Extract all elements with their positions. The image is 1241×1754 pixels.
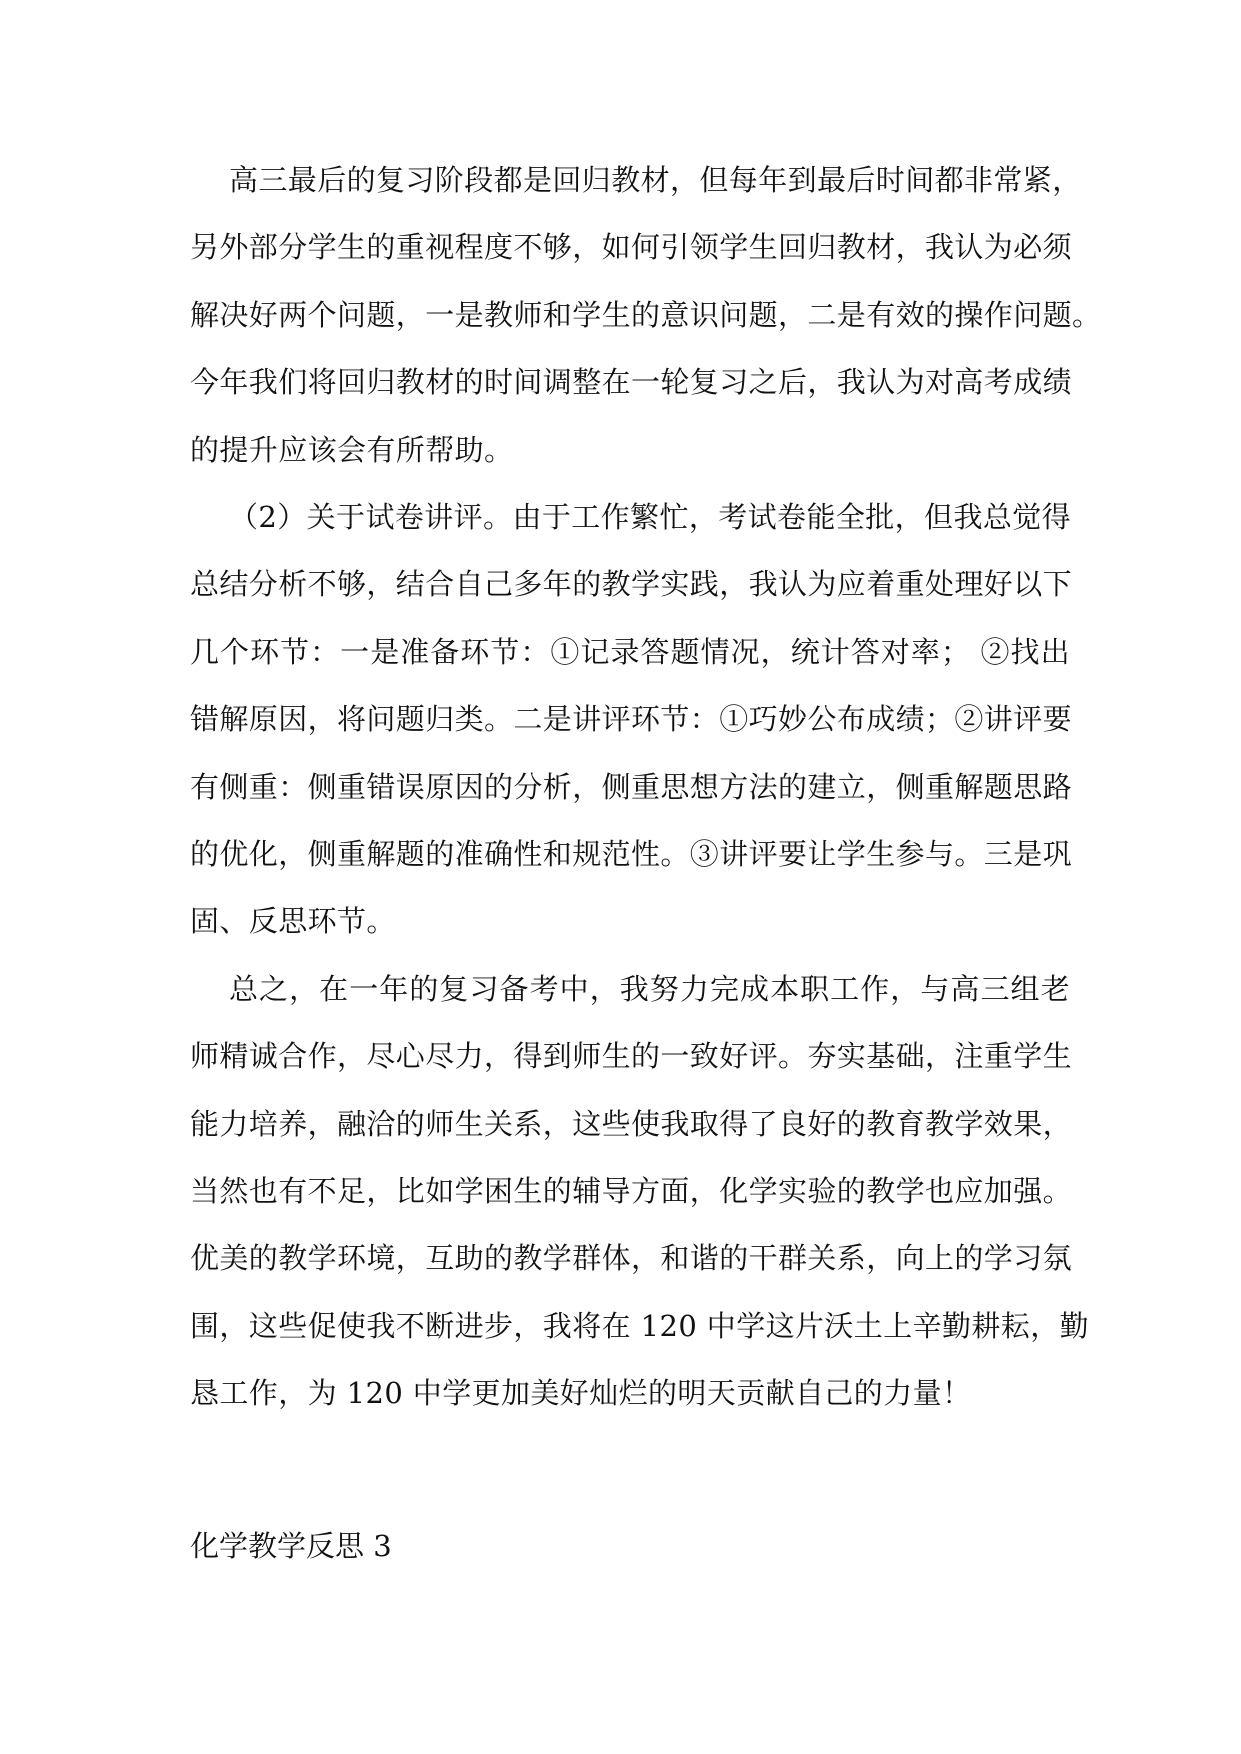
text-line: 总结分析不够，结合自己多年的教学实践，我认为应着重处理好以下 [190, 567, 1073, 601]
text-line: 今年我们将回归教材的时间调整在一轮复习之后，我认为对高考成绩 [190, 365, 1073, 399]
text-line: 高三最后的复习阶段都是回归教材，但每年到最后时间都非常紧， [229, 163, 1082, 197]
text-line: 总之，在一年的复习备考中，我努力完成本职工作，与高三组老 [229, 972, 1070, 1006]
text-line: 有侧重：侧重错误原因的分析，侧重思想方法的建立，侧重解题思路 [190, 770, 1073, 804]
text-line: 的提升应该会有所帮助。 [190, 433, 514, 467]
text-line: 能力培养，融洽的师生关系，这些使我取得了良好的教育教学效果， [190, 1107, 1073, 1141]
section-heading: 化学教学反思 3 [190, 1529, 392, 1563]
text-line: 师精诚合作，尽心尽力，得到师生的一致好评。夯实基础，注重学生 [190, 1039, 1073, 1073]
text-line: 围，这些促使我不断进步，我将在 120 中学这片沃土上辛勤耕耘，勤 [190, 1309, 1089, 1343]
text-line: 固、反思环节。 [190, 904, 396, 938]
text-line: 几个环节：一是准备环节：①记录答题情况，统计答对率； ②找出 [190, 635, 1070, 669]
text-line: 解决好两个问题，一是教师和学生的意识问题，二是有效的操作问题。 [190, 298, 1102, 332]
text-line: 的优化，侧重解题的准确性和规范性。③讲评要让学生参与。三是巩 [190, 837, 1073, 871]
text-line: 恳工作，为 120 中学更加美好灿烂的明天贡献自己的力量！ [190, 1376, 972, 1410]
text-line: 错解原因，将问题归类。二是讲评环节：①巧妙公布成绩；②讲评要 [190, 702, 1073, 736]
text-line: 优美的教学环境，互助的教学群体，和谐的干群关系，向上的学习氛 [190, 1241, 1073, 1275]
text-line: （2）关于试卷讲评。由于工作繁忙，考试卷能全批，但我总觉得 [229, 500, 1072, 534]
text-line: 另外部分学生的重视程度不够，如何引领学生回归教材，我认为必须 [190, 230, 1073, 264]
text-line: 当然也有不足，比如学困生的辅导方面，化学实验的教学也应加强。 [190, 1174, 1073, 1208]
